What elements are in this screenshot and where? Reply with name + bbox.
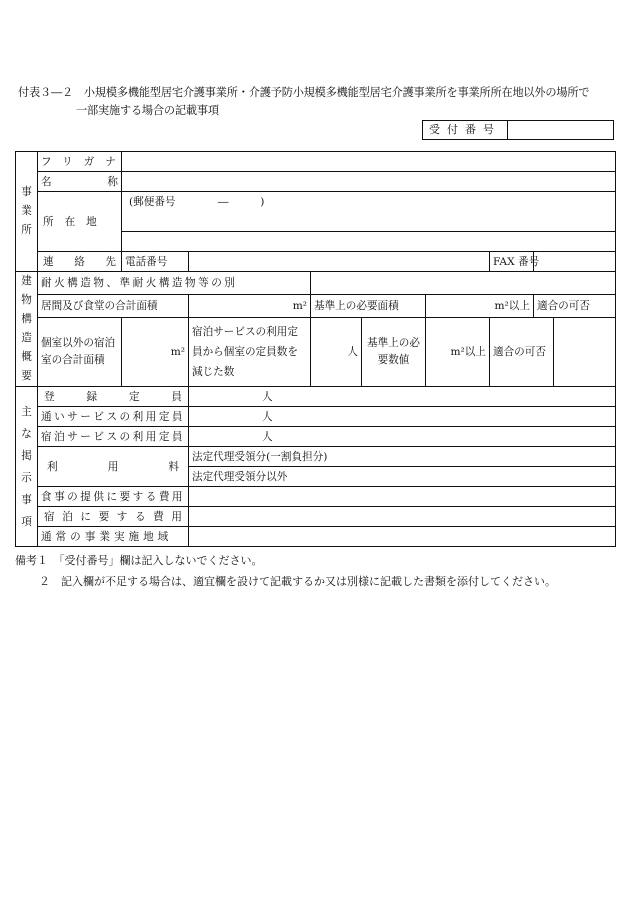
- name-field[interactable]: [122, 172, 616, 192]
- building-section-label: 建物構造概要: [16, 272, 38, 387]
- postal-code-text: (郵便番号 ― ): [129, 196, 265, 208]
- reception-number-box: [422, 120, 614, 140]
- conformity-2-field[interactable]: [554, 317, 616, 386]
- office-section-label: 事業所: [16, 152, 38, 272]
- note-1: 備考１ 「受付番号」欄は記入しないでください。: [15, 554, 263, 567]
- title-line-2: 一部実施する場合の記載事項: [76, 104, 219, 117]
- fax-label: FAX 番号: [490, 252, 534, 272]
- lodging-capacity-diff-label: 宿泊サービスの利用定員から個室の定員数を減じた数: [189, 317, 311, 386]
- reception-number-field[interactable]: [508, 121, 613, 139]
- furigana-field[interactable]: [122, 152, 616, 172]
- fee-label: 利 用 料: [38, 447, 189, 487]
- stay-cost-field[interactable]: [189, 507, 616, 527]
- fireproof-field[interactable]: [311, 272, 616, 295]
- name-label: 名 称: [38, 172, 122, 192]
- address-field[interactable]: [122, 192, 616, 232]
- standard-area-label: 基準上の必要面積: [311, 294, 426, 317]
- note-2: ２ 記入欄が不足する場合は、適宜欄を設けて記載するか又は別様に記載した書類を添付してください。: [39, 575, 556, 588]
- standard-area-field[interactable]: m²以上: [426, 294, 534, 317]
- living-dining-area-label: 居間及び食堂の合計面積: [38, 294, 189, 317]
- phone-label: 電話番号: [122, 252, 189, 272]
- standard-value-field[interactable]: m²以上: [426, 317, 490, 386]
- contact-label: 連 絡 先: [38, 252, 122, 272]
- fee-other-field[interactable]: 法定代理受領分以外: [189, 467, 616, 487]
- lodging-service-capacity-field[interactable]: 人: [189, 427, 616, 447]
- service-area-label: 通常の事業実施地域: [38, 527, 189, 547]
- registration-capacity-label: 登 録 定 員: [38, 387, 189, 407]
- living-dining-area-field[interactable]: m²: [189, 294, 311, 317]
- posting-section-label: 主な掲示事項: [16, 387, 38, 547]
- registration-capacity-field[interactable]: 人: [189, 387, 616, 407]
- form-title: [18, 84, 618, 120]
- address-label: 所在地: [38, 192, 122, 252]
- application-form-table: [15, 151, 616, 547]
- fax-field[interactable]: [534, 252, 616, 272]
- furigana-label: フリガナ: [38, 152, 122, 172]
- title-line-1: 付表３―２ 小規模多機能型居宅介護事業所・介護予防小規模多機能型居宅介護事業所を事業所所在地以外の場所で: [18, 86, 590, 99]
- service-area-field[interactable]: [189, 527, 616, 547]
- phone-field[interactable]: [189, 252, 490, 272]
- meal-cost-field[interactable]: [189, 487, 616, 507]
- fee-statutory-field[interactable]: 法定代理受領分(一割負担分): [189, 447, 616, 467]
- non-private-lodging-area-field[interactable]: m²: [122, 317, 189, 386]
- address-line-2-field[interactable]: [122, 232, 616, 252]
- reception-number-label: 受付番号: [423, 121, 508, 139]
- fireproof-label: 耐火構造物、準耐火構造物等の別: [38, 272, 311, 295]
- lodging-capacity-diff-field[interactable]: 人: [311, 317, 362, 386]
- day-service-capacity-label: 通いサービスの利用定員: [38, 407, 189, 427]
- standard-value-label: 基準上の必要数値: [362, 317, 426, 386]
- conformity-2-label: 適合の可否: [490, 317, 554, 386]
- day-service-capacity-field[interactable]: 人: [189, 407, 616, 427]
- notes: [15, 550, 625, 592]
- lodging-service-capacity-label: 宿泊サービスの利用定員: [38, 427, 189, 447]
- stay-cost-label: 宿 泊 に 要 す る 費 用: [38, 507, 189, 527]
- meal-cost-label: 食事の提供に要する費用: [38, 487, 189, 507]
- conformity-label: 適合の可否: [534, 294, 616, 317]
- non-private-lodging-area-label: 個室以外の宿泊室の合計面積: [38, 317, 122, 386]
